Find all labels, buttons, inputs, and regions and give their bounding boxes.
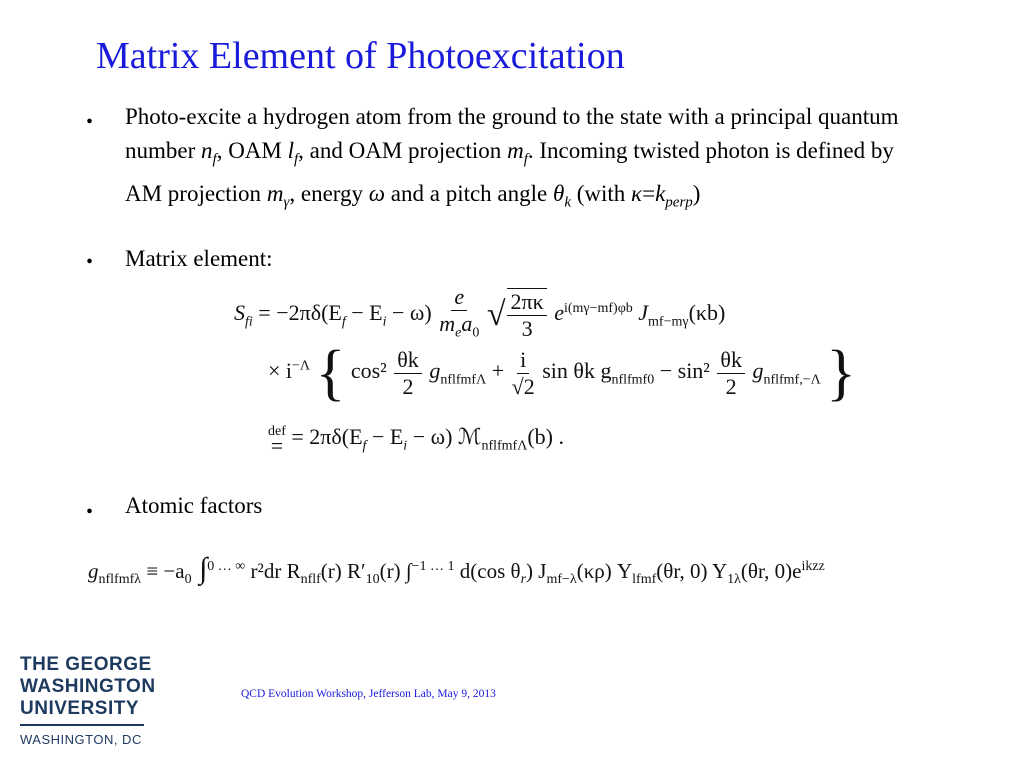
symbol-lf: $l_f$: [287, 138, 299, 168]
equation-line-2: × $i^{-\Lambda}$ { cos² $\frac{\theta k}{2}$ $g_{nflfmf\Lambda}$ + $\frac{i}{√2}$ sin θk $g_{nflfmf0} - \sin^2$ $\frac{\theta k}{2}$ $g_{nflfmf,-\Lambda}$ }: [268, 339, 857, 407]
bullet-marker: .: [86, 99, 93, 130]
bullet-text: ): [692, 180, 701, 206]
slide-title: Matrix Element of Photoexcitation: [96, 35, 625, 77]
integral-limits: −1 … 1: [411, 559, 455, 574]
logo-line-1: THE GEORGE: [20, 654, 152, 675]
symbol-omega: ω: [368, 180, 386, 206]
symbol-nf: $n_f$: [201, 138, 217, 168]
logo-city: WASHINGTON, DC: [20, 732, 142, 747]
footer-text: QCD Evolution Workshop, Jefferson Lab, May 9, 2013: [241, 688, 496, 700]
equation-line-3: def = = $2\pi\delta(E_f - E_i - \omega)$ ℳ$_{nflfmf\Lambda}$(b) .: [268, 423, 565, 458]
bullet-text: , OAM: [216, 138, 288, 163]
symbol-kappa: κ: [631, 180, 643, 206]
equation-atomic-factors: $g_{nflfmf\lambda} \equiv -a_0$ ∫$^{0 \dots \infty}$ r²dr $R_{nflf}(r)$ $R'_{10}(r)$ ∫$^{-1 \dots 1}$ d(cos $\theta_r$) $J_{mf-\lambda}(\kappa\rho)$ $Y_{lfmf}(\theta r$, 0) $Y_{1\lambda}(\theta r$, $0)e^{ikzz}$: [88, 552, 825, 588]
bullet-text: Photo-excite a hydrogen atom from the ground to the state with a principal quantum number: [125, 104, 899, 163]
bullet-photoexcite: [125, 100, 915, 219]
sqrt-fraction: $\frac{2\pi\kappa}{3}$: [507, 288, 546, 342]
bullet-text: , energy: [289, 180, 369, 206]
symbol-theta-k: $\theta_k$: [553, 180, 571, 211]
symbol-mgamma: $m_\gamma$: [266, 180, 290, 211]
symbol-mf: $m_f$: [507, 138, 528, 168]
fraction-e-over-mea0: $\frac{e}{m_ea_0}$: [439, 284, 480, 341]
logo-line-3: UNIVERSITY: [20, 698, 140, 719]
logo-line-2: WASHINGTON: [20, 676, 156, 697]
bullet-text: . Incoming twisted photon is defined by AM projection: [125, 138, 894, 206]
symbol-kperp: $k_{perp}$: [655, 180, 693, 211]
logo-divider: [20, 724, 144, 726]
bullet-text: (with: [570, 180, 632, 206]
equals-sign: =: [642, 180, 656, 206]
university-logo: [20, 654, 156, 747]
bullet-marker: .: [86, 239, 93, 270]
equation-line-1: $S_{fi} = -2\pi\delta(E_f - E_i - \omega)$ $\frac{e}{m_ea_0}$ √ $\frac{2\pi\kappa}{3}$ $e^{i(m\gamma-mf)\varphi b}$ $J_{mf-m\gamma}(\kappa b)$: [234, 284, 725, 346]
bullet-text: , and OAM projection: [298, 138, 508, 163]
bullet-atomic-factors: Atomic factors: [125, 493, 263, 518]
bullet-matrix-element: Matrix element:: [125, 246, 273, 271]
bullet-text: and a pitch angle: [385, 180, 553, 206]
bullet-marker: .: [86, 489, 93, 520]
integral-limits: 0 … ∞: [207, 559, 246, 574]
